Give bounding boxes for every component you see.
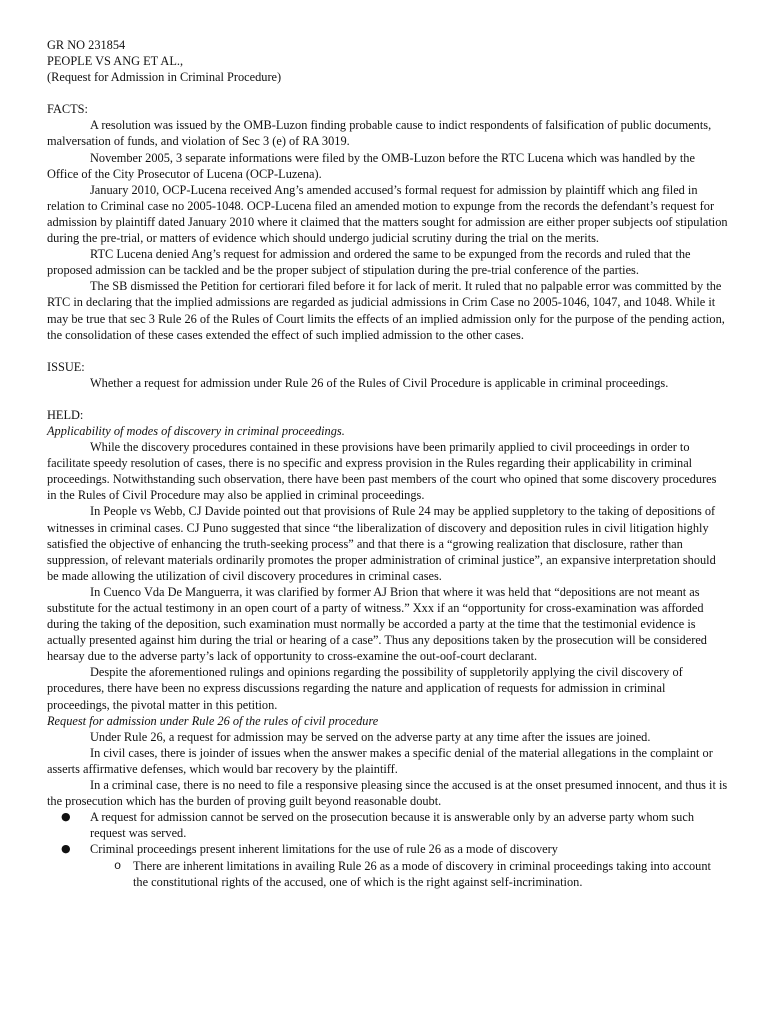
- bullet-text: Criminal proceedings present inherent limitations for the use of rule 26 as a mode of discovery: [90, 842, 558, 857]
- list-item: [47, 858, 728, 890]
- held-paragraph: In Cuenco Vda De Manguerra, it was clarified by former AJ Brion that where it was held that “depositions are not meant as substitute for the actual testimony in an open court of a party of witness.” Xxx if an “opportunity for cross-examination was afforded during the taking of the deposition, such examination must normally be accorded a party at the time that the testimonial evidence is actually presented against him during the trial or hearing of a case”. Thus any depositions taken by the prosecution will be considered hearsay due to the adverse party’s lack of opportunity to cross-examine the out-oof-court declarant.: [47, 584, 707, 664]
- held-paragraph: Despite the aforementioned rulings and opinions regarding the possibility of suppletorily applying the civil discovery of procedures, there have been no express discussions regarding the nature and application of requests for admission in criminal proceedings, the pivotal matter in this petition.: [47, 665, 683, 712]
- facts-paragraph: A resolution was issued by the OMB-Luzon finding probable cause to indict respondents of falsification of public documents, malversation of funds, and violation of Sec 3 (e) of RA 3019.: [47, 118, 712, 149]
- facts-paragraph: January 2010, OCP-Lucena received Ang’s amended accused’s formal request for admission by plaintiff which ang filed in relation to Criminal case no 2005-1048. OCP-Lucena filed an amended motion to expunge from the records the defendant’s request for admission by plaintiff dated January 2010 where it claimed that the matters sought for admission are either proper subjects oof stipulation during the pre-trial, or matters of evidence which should undergo judicial scrutiny during the trial on the merits.: [47, 182, 728, 246]
- held-paragraph: In a criminal case, there is no need to file a responsive pleasing since the accused is at the onset presumed innocent, and thus it is the prosecution which has the burden of proving guilt beyond reasonable doubt.: [47, 778, 728, 809]
- held-subheading: Applicability of modes of discovery in criminal proceedings.: [47, 423, 345, 438]
- list-item: [47, 841, 728, 857]
- sub-bullet-icon: o: [114, 858, 122, 873]
- held-paragraph: In People vs Webb, CJ Davide pointed out that provisions of Rule 24 may be applied suppletory to the taking of depositions of witnesses in criminal cases. CJ Puno suggested that since “the liberalization of discovery and deposition rules in civil litigation highly satisfied the objective of enhancing the truth-seeking process” and that there is a “growing realization that disclosure, rather than suppression, of relevant materials ordinarily promotes the proper administration of criminal justice”, an expansive interpretation should be made allowing the utilization of civil discovery procedures in criminal cases.: [47, 504, 716, 583]
- sub-bullet-text: There are inherent limitations in availing Rule 26 as a mode of discovery in criminal proceedings taking into account the constitutional rights of the accused, one of which is the right against self-incrimination.: [133, 858, 711, 889]
- facts-paragraph: RTC Lucena denied Ang’s request for admission and ordered the same to be expunged from the records and ruled that the proposed admission can be tackled and be the proper subject of stipulation during the pre-trial conference of the parties.: [47, 247, 691, 278]
- held-heading: HELD:: [47, 407, 84, 422]
- bullet-icon: ●: [61, 810, 71, 824]
- held-paragraph: While the discovery procedures contained in these provisions have been primarily applied to civil proceedings in order to facilitate speedy resolution of cases, there is no specific and express provision in the Rules regarding their applicability in criminal proceedings. Notwithstanding such observation, there have been past members of the court who opined that some discovery procedures in the Rules of Civil Procedure may also be applied in criminal proceedings.: [47, 440, 717, 503]
- case-subject: (Request for Admission in Criminal Procedure): [47, 70, 282, 85]
- facts-paragraph: The SB dismissed the Petition for certiorari filed before it for lack of merit. It ruled that no palpable error was committed by the RTC in declaring that the implied admissions are regarded as judicial admissions in Crim Case no 2005-1046, 1047, and 1048. While it may be true that sec 3 Rule 26 of the Rules of Court limits the effects of an implied admission only for the purpose of the pending action, the consolidation of these cases extended the effect of such implied admission to the other cases.: [47, 279, 725, 342]
- held-paragraph: In civil cases, there is joinder of issues when the answer makes a specific denial of the material allegations in the complaint or asserts affirmative defenses, which would bar recovery by the plaintiff.: [47, 745, 713, 776]
- issue-heading: ISSUE:: [47, 359, 85, 374]
- sub-bullet-list: [47, 858, 728, 890]
- issue-text: Whether a request for admission under Rule 26 of the Rules of Civil Procedure is applicable in criminal proceedings.: [90, 375, 669, 390]
- held-subheading: Request for admission under Rule 26 of the rules of civil procedure: [47, 713, 379, 728]
- case-number: GR NO 231854: [47, 38, 126, 52]
- bullet-icon: ●: [61, 842, 71, 856]
- bullet-list: [47, 809, 728, 857]
- facts-paragraph: November 2005, 3 separate informations were filed by the OMB-Luzon before the RTC Lucena which was handled by the Office of the City Prosecutor of Lucena (OCP-Luzena).: [47, 150, 695, 181]
- bullet-text: A request for admission cannot be served on the prosecution because it is answerable only by an adverse party whom such request was served.: [90, 810, 694, 841]
- case-parties: PEOPLE VS ANG ET AL.,: [47, 54, 184, 69]
- list-item: [47, 809, 728, 841]
- held-paragraph: Under Rule 26, a request for admission may be served on the adverse party at any time after the issues are joined.: [90, 729, 651, 744]
- facts-heading: FACTS:: [47, 102, 88, 117]
